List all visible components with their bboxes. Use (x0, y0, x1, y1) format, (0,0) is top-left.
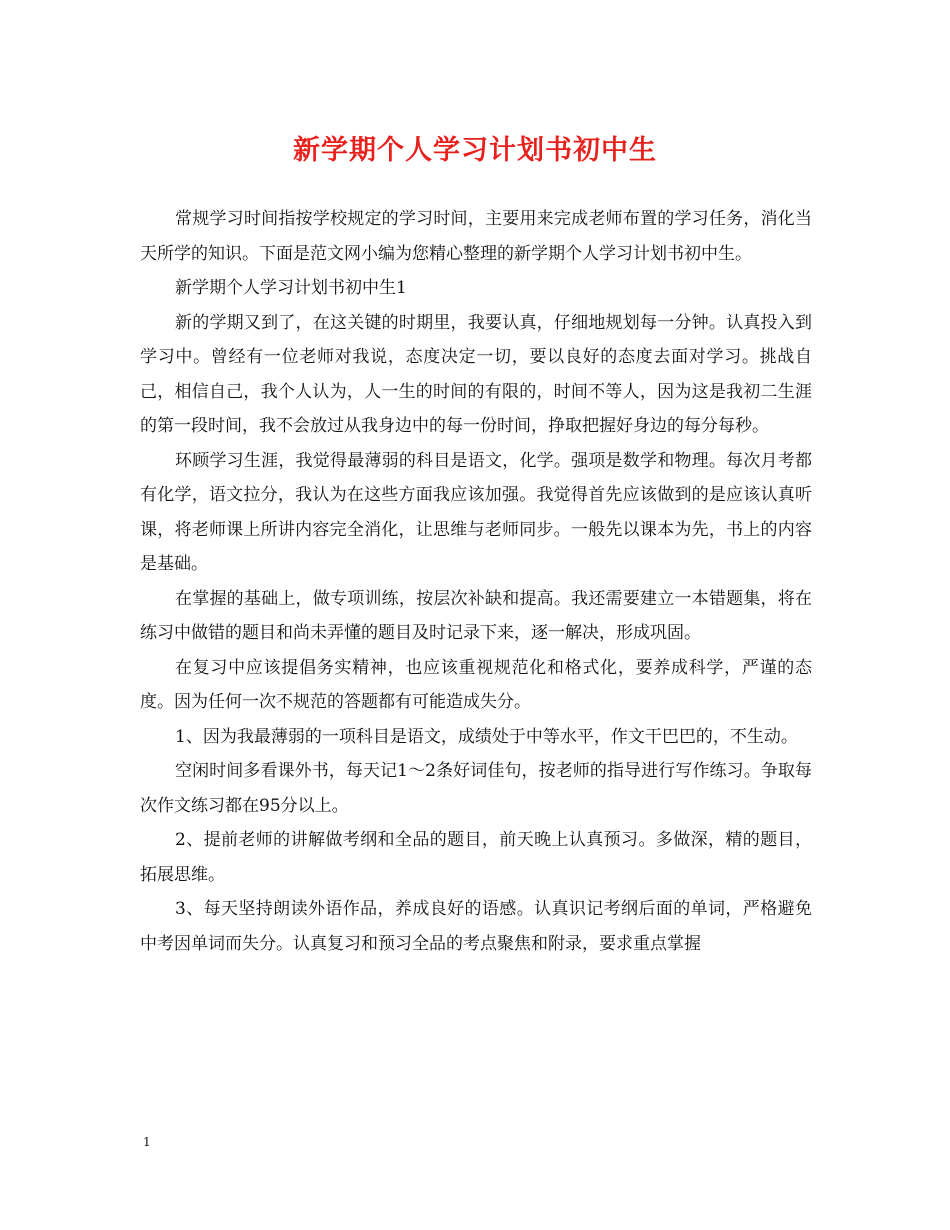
paragraph: 环顾学习生涯，我觉得最薄弱的科目是语文，化学。强项是数学和物理。每次月考都有化学，语文拉分，我认为在这些方面我应该加强。我觉得首先应该做到的是应该认真听课，将老师课上所讲内容完全消化，让思维与老师同步。一般先以课本为先，书上的内容是基础。 (140, 450, 812, 574)
paragraph: 新的学期又到了，在这关键的时期里，我要认真，仔细地规划每一分钟。认真投入到学习中。曾经有一位老师对我说，态度决定一切，要以良好的态度去面对学习。挑战自己，相信自己，我个人认为，人一生的时间的有限的，时间不等人，因为这是我初二生涯的第一段时间，我不会放过从我身边中的每一份时间，挣取把握好身边的每分每秒。 (140, 312, 812, 436)
document-title: 新学期个人学习计划书初中生 (293, 135, 657, 166)
section-heading: 新学期个人学习计划书初中生1 (175, 278, 407, 298)
list-item: 1、因为我最薄弱的一项科目是语文，成绩处于中等水平，作文干巴巴的，不生动。 (175, 726, 798, 747)
document-body (140, 202, 812, 961)
list-item: 3、每天坚持朗读外语作品，养成良好的语感。认真识记考纲后面的单词，严格避免中考因单词而失分。认真复习和预习全品的考点聚焦和附录，要求重点掌握 (140, 899, 812, 954)
paragraph-intro: 常规学习时间指按学校规定的学习时间，主要用来完成老师布置的学习任务，消化当天所学的知识。下面是范文网小编为您精心整理的新学期个人学习计划书初中生。 (140, 209, 812, 264)
paragraph: 空闲时间多看课外书，每天记1～2条好词佳句，按老师的指导进行写作练习。争取每次作文练习都在95分以上。 (140, 761, 812, 816)
paragraph: 在复习中应该提倡务实精神，也应该重视规范化和格式化，要养成科学，严谨的态度。因为任何一次不规范的答题都有可能造成失分。 (140, 657, 812, 712)
page-number: 1 (143, 1135, 151, 1149)
list-item: 2、提前老师的讲解做考纲和全品的题目，前天晚上认真预习。多做深，精的题目，拓展思维。 (140, 830, 812, 885)
paragraph: 在掌握的基础上，做专项训练，按层次补缺和提高。我还需要建立一本错题集，将在练习中做错的题目和尚未弄懂的题目及时记录下来，逐一解决，形成巩固。 (140, 588, 812, 643)
